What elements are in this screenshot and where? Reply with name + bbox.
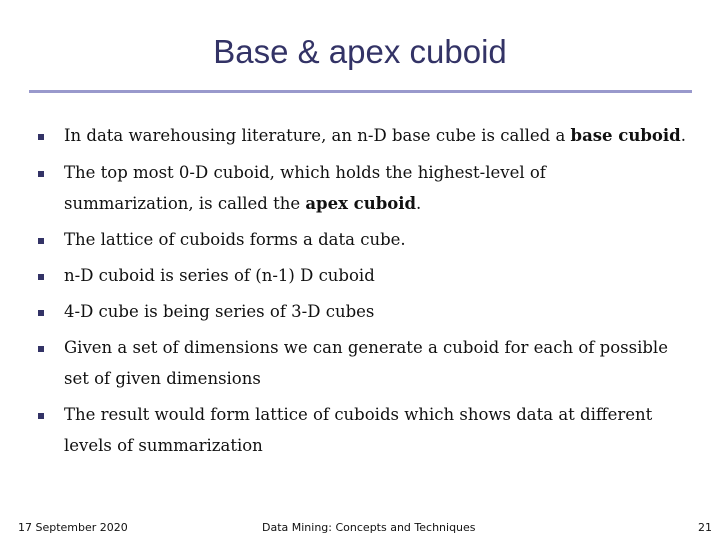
square-bullet-icon bbox=[38, 238, 44, 244]
square-bullet-icon bbox=[38, 171, 44, 177]
square-bullet-icon bbox=[38, 310, 44, 316]
bullet-text: The top most 0-D cuboid, which holds the highest-level of summarization, is called the apex cuboid. bbox=[64, 163, 546, 213]
page-number: 21 bbox=[698, 521, 712, 534]
slide-title: Base & apex cuboid bbox=[213, 33, 507, 70]
bullet-text: In data warehousing literature, an n-D base cube is called a base cuboid. bbox=[64, 126, 686, 145]
bullet-text: Given a set of dimensions we can generate a cuboid for each of possible set of given dimensions bbox=[64, 338, 668, 388]
footer-title: Data Mining: Concepts and Techniques bbox=[262, 521, 476, 534]
square-bullet-icon bbox=[38, 413, 44, 419]
bullet-text: n-D cuboid is series of (n-1) D cuboid bbox=[64, 266, 375, 285]
square-bullet-icon bbox=[38, 274, 44, 280]
square-bullet-icon bbox=[38, 134, 44, 140]
square-bullet-icon bbox=[38, 346, 44, 352]
bullet-text: 4-D cube is being series of 3-D cubes bbox=[64, 302, 375, 321]
bullet-text: The result would form lattice of cuboids which shows data at different levels of summarization bbox=[64, 405, 653, 455]
footer-date: 17 September 2020 bbox=[18, 521, 128, 534]
bullet-text: The lattice of cuboids forms a data cube. bbox=[64, 230, 406, 249]
